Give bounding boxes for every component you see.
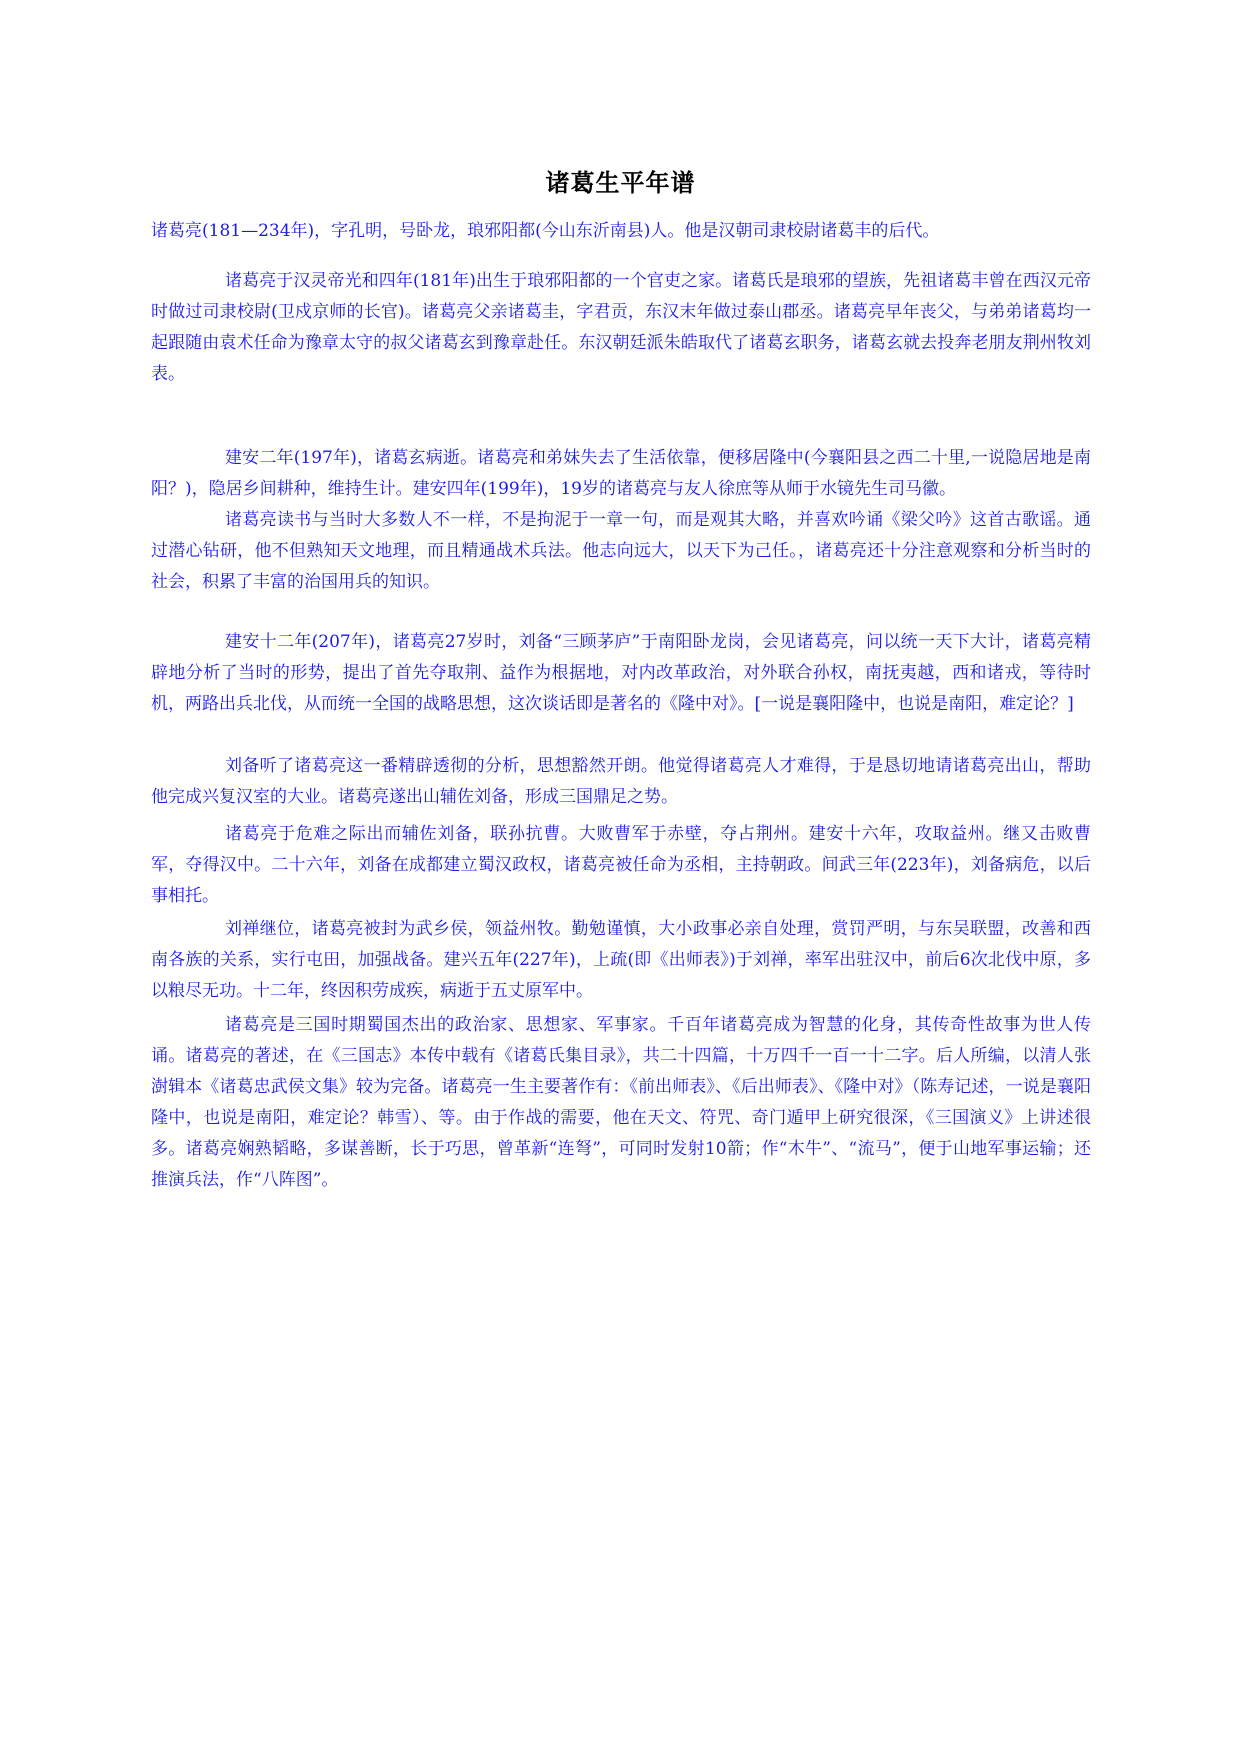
paragraph-intro: 诸葛亮(181—234年)，字孔明，号卧龙，琅邪阳都(今山东沂南县)人。他是汉朝司隶校尉诸葛丰的后代。: [151, 221, 940, 241]
paragraph-longzhong-move: 建安二年(197年)，诸葛玄病逝。诸葛亮和弟妹失去了生活依靠，便移居隆中(今襄阳县之西二十里,一说隐居地是南阳？)，隐居乡间耕种，维持生计。建安四年(199年)，19岁的诸葛亮与友人徐庶等从师于水镜先生司马徽。: [151, 448, 1091, 499]
paragraph-study: 诸葛亮读书与当时大多数人不一样，不是拘泥于一章一句，而是观其大略，并喜欢吟诵《梁父吟》这首古歌谣。通过潜心钻研，他不但熟知天文地理，而且精通战术兵法。他志向远大，以天下为己任。，诸葛亮还十分注意观察和分析当时的社会，积累了丰富的治国用兵的知识。: [151, 510, 1091, 592]
paragraph-legacy: 诸葛亮是三国时期蜀国杰出的政治家、思想家、军事家。千百年诸葛亮成为智慧的化身，其传奇性故事为世人传诵。诸葛亮的著述，在《三国志》本传中载有《诸葛氏集目录》，共二十四篇，十万四千一百一十二字。后人所编，以清人张澍辑本《诸葛忠武侯文集》较为完备。诸葛亮一生主要著作有：《前出师表》、《后出师表》、《隆中对》（陈寿记述，一说是襄阳隆中，也说是南阳，难定论？韩雪）、等。由于作战的需要，他在天文、符咒、奇门遁甲上研究很深，《三国演义》上讲述很多。诸葛亮娴熟韬略，多谋善断，长于巧思，曾革新“连弩”，可同时发射10箭；作“木牛”、“流马”，便于山地军事运输；还推演兵法，作“八阵图”。: [151, 1015, 1091, 1190]
paragraph-longzhong-dui: 建安十二年(207年)，诸葛亮27岁时，刘备“三顾茅庐”于南阳卧龙岗，会见诸葛亮，问以统一天下大计，诸葛亮精辟地分析了当时的形势，提出了首先夺取荆、益作为根据地，对内改革政治，对外联合孙权，南抚夷越，西和诸戎，等待时机，两路出兵北伐，从而统一全国的战略思想，这次谈话即是著名的《隆中对》。[一说是襄阳隆中，也说是南阳，难定论？]: [151, 632, 1091, 714]
paragraph-liubei-invite: 刘备听了诸葛亮这一番精辟透彻的分析，思想豁然开朗。他觉得诸葛亮人才难得，于是恳切地请诸葛亮出山，帮助他完成兴复汉室的大业。诸葛亮遂出山辅佐刘备，形成三国鼎足之势。: [151, 756, 1091, 807]
paragraph-liushan-era: 刘禅继位，诸葛亮被封为武乡侯，领益州牧。勤勉谨慎，大小政事必亲自处理，赏罚严明，与东吴联盟，改善和西南各族的关系，实行屯田，加强战备。建兴五年(227年)，上疏(即《出师表》)于刘禅，率军出驻汉中，前后6次北伐中原，多以粮尽无功。十二年，终因积劳成疾，病逝于五丈原军中。: [151, 919, 1091, 1001]
paragraph-assist-liubei: 诸葛亮于危难之际出而辅佐刘备，联孙抗曹。大败曹军于赤壁，夺占荆州。建安十六年，攻取益州。继又击败曹军，夺得汉中。二十六年，刘备在成都建立蜀汉政权，诸葛亮被任命为丞相，主持朝政。间武三年(223年)，刘备病危，以后事相托。: [151, 824, 1091, 906]
paragraph-birth-family: 诸葛亮于汉灵帝光和四年(181年)出生于琅邪阳都的一个官吏之家。诸葛氏是琅邪的望族，先祖诸葛丰曾在西汉元帝时做过司隶校尉(卫戍京师的长官)。诸葛亮父亲诸葛圭，字君贡，东汉末年做过泰山郡丞。诸葛亮早年丧父，与弟弟诸葛均一起跟随由袁术任命为豫章太守的叔父诸葛玄到豫章赴任。东汉朝廷派朱皓取代了诸葛玄职务，诸葛玄就去投奔老朋友荆州牧刘表。: [151, 271, 1091, 384]
document-title: 诸葛生平年谱: [545, 169, 696, 197]
